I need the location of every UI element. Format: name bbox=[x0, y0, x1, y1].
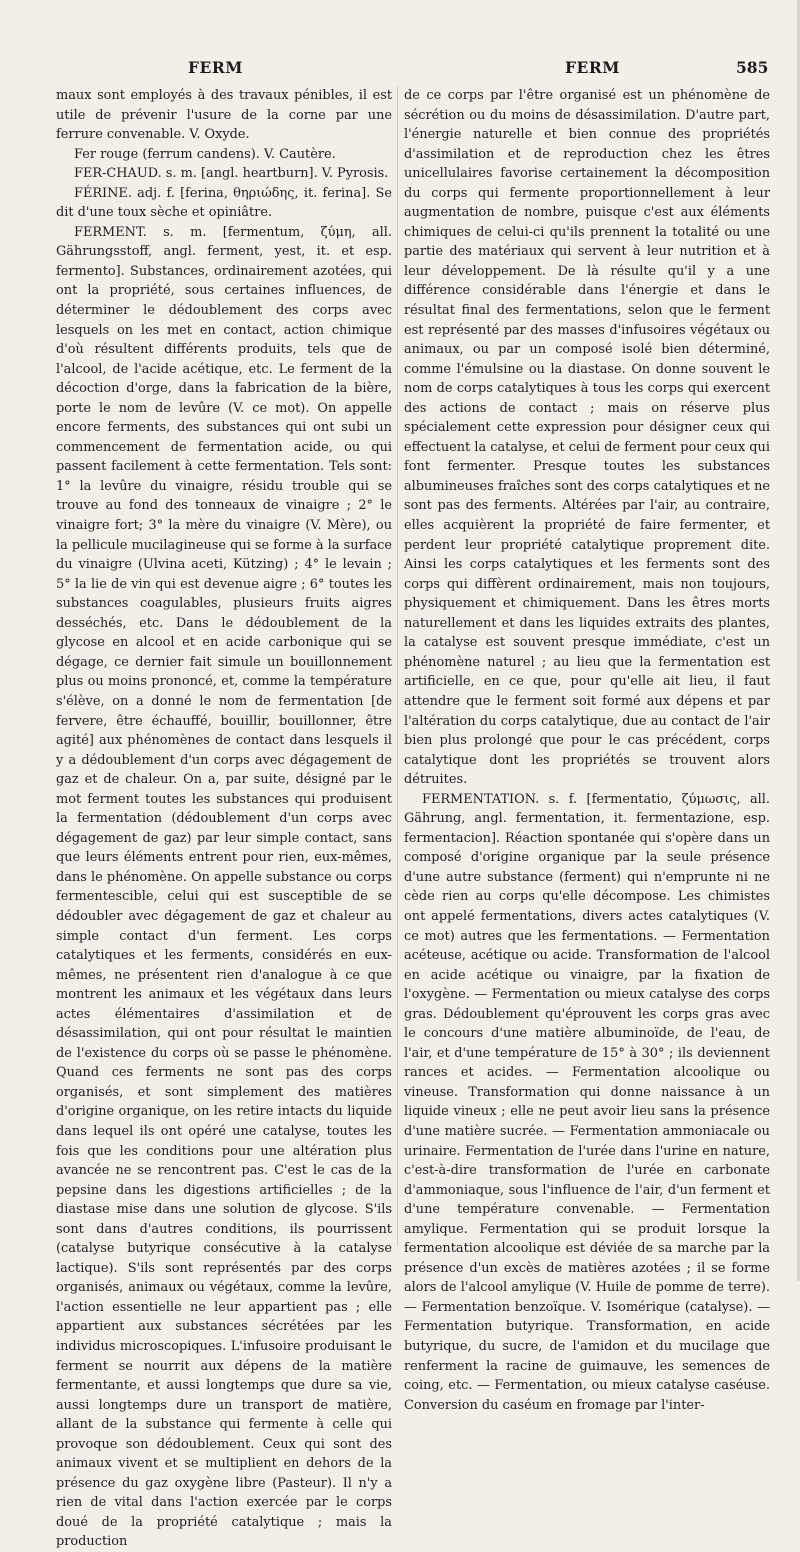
entry-paragraph: FER-CHAUD. s. m. [angl. heartburn]. V. Pyrosis. bbox=[74, 166, 389, 182]
entry-paragraph: de ce corps par l'être organisé est un phénomène de sécrétion ou du moins de désassimilation. D'autre part, l'énergie naturelle et bien connue des propriétés d'assimilation et de reproduction chez les êtres unicellulaires favorise certainement la décomposition du corps qui fermente proportionnellement à leur augmentation de nombre, puisque c'est aux éléments chimiques de celui-ci qu'ils prennent la totalité ou une partie des matériaux qui servent à leur nutrition et à leur développement. De là résulte qu'il y a une différence considérable dans l'énergie et dans le résultat final des fermentations, selon que le ferment est représenté par des masses d'infusoires végétaux ou animaux, ou par un composé isolé bien déterminé, comme l'émulsine ou la diastase. On donne souvent le nom de corps catalytiques à tous les corps qui exercent des actions de contact ; mais on réserve plus spécialement cette expression pour désigner ceux qui effectuent la catalyse, et celui de ferment pour ceux qui font fermenter. Presque toutes les substances albumineuses fraîches sont des corps catalytiques et ne sont pas des ferments. Altérées par l'air, au contraire, elles acquièrent la propriété de faire fermenter, et perdent leur propriété catalytique proprement dite. Ainsi les corps catalytiques et les ferments sont des corps qui diffèrent ordinairement, mais non toujours, physiquement et chimiquement. Dans les êtres morts naturellement et dans les liquides extraits des plantes, la catalyse est souvent presque immédiate, c'est un phénomène naturel ; au lieu que la fermentation est artificielle, en ce que, pour qu'elle ait lieu, il faut attendre que le ferment soit formé aux dépens et par l'altération du corps catalytique, due au contact de l'air bien plus prolongé que pour le cas précédent, corps catalytique dont les propriétés se trouvent alors détruites. bbox=[404, 88, 770, 788]
entry-paragraph: Fer rouge (ferrum candens). V. Cautère. bbox=[74, 146, 336, 162]
header-right-word: FERM bbox=[565, 58, 620, 77]
entry-paragraph: FERMENTATION. s. f. [fermentatio, ζύμωσις, all. Gährung, angl. fermentation, it. fermentazione, esp. fermentacion]. Réaction spontanée qui s'opère dans un composé d'origine organique par la seule présence d'une autre substance (ferment) qui n'emprunte ni ne cède rien au corps qu'elle décompose. Les chimistes ont appelé fermentations, divers actes catalytiques (V. ce mot) autres que les fermentations. — Fermentation acéteuse, acétique ou acide. Transformation de l'alcool en acide acétique ou vinaigre, par la fixation de l'oxygène. — Fermentation ou mieux catalyse des corps gras. Dédoublement qu'éprouvent les corps gras avec le concours d'une matière albuminoïde, de l'eau, de l'air, et d'une température de 15° à 30° ; ils deviennent rances et acides. — Fermentation alcoolique ou vineuse. Transformation qui donne naissance à un liquide vineux ; elle ne peut avoir lieu sans la présence d'une matière sucrée. — Fermentation ammoniacale ou urinaire. Fermentation de l'urée dans l'urine en nature, c'est-à-dire transformation de l'urée en carbonate d'ammoniaque, sous l'influence de l'air, d'un ferment et d'une température convenable. — Fermentation amylique. Fermentation qui se produit lorsque la fermentation alcoolique est déviée de sa marche par la présence d'un excès de matières azotées ; il se forme alors de l'alcool amylique (V. Huile de pomme de terre). — Fermentation benzoïque. V. Isomérique (catalyse). — Fermentation butyrique. Transformation, en acide butyrique, du sucre, de l'amidon et du mucilage que renferment la racine de guimauve, les semences de coing, etc. — Fermentation, ou mieux catalyse caséuse. Conversion du caséum en fromage par l'inter- bbox=[404, 791, 770, 1413]
left-column bbox=[56, 86, 392, 1550]
entry-paragraph: FERMENT. s. m. [fermentum, ζύμη, all. Gährungsstoff, angl. ferment, yest, it. et esp. fermento]. Substances, ordinairement azotées, qui ont la propriété, sous certaines influences, de déterminer le dédoublement des corps avec lesquels on les met en contact, action chimique d'où résultent différents produits, tels que de l'alcool, de l'acide acétique, etc. Le ferment de la décoction d'orge, dans la fabrication de la bière, porte le nom de levûre (V. ce mot). On appelle encore ferments, des substances qui ont subi un commencement de fermentation acide, ou qui passent facilement à cette fermentation. Tels sont: 1° la levûre du vinaigre, résidu trouble qui se trouve au fond des tonneaux de vinaigre ; 2° le vinaigre fort; 3° la mère du vinaigre (V. Mère), ou la pellicule mucilagineuse qui se forme à la surface du vinaigre (Ulvina aceti, Kützing) ; 4° le levain ; 5° la lie de vin qui est devenue aigre ; 6° toutes les substances coagulables, plusieurs fruits aigres desséchés, etc. Dans le dédoublement de la glycose en alcool et en acide carbonique qui se dégage, ce dernier fait simule un bouillonnement plus ou moins prononcé, et, comme la température s'élève, on a donné le nom de fermentation [de fervere, être échauffé, bouillir, bouillonner, être agité] aux phénomènes de contact dans lesquels il y a dédoublement d'un corps avec dégagement de gaz et de chaleur. On a, par suite, désigné par le mot ferment toutes les substances qui produisent la fermentation (dédoublement d'un corps avec dégagement de gaz) par leur simple contact, sans que leurs éléments entrent pour rien, eux-mêmes, dans le phénomène. On appelle substance ou corps fermentescible, celui qui est susceptible de se dédoubler avec dégagement de gaz et chaleur au simple contact d'un ferment. Les corps catalytiques et les ferments, considérés en eux-mêmes, ne présentent rien d'analogue à ce que montrent les animaux et les végétaux dans leurs actes élémentaires d'assimilation et de désassimilation, qui ont pour résultat le maintien de l'existence du corps où se passe le phénomène. Quand ces ferments ne sont pas des corps organisés, et sont simplement des matières d'origine organique, on les retire intacts du liquide dans lequel ils ont opéré une catalyse, toutes les fois que les conditions pour une altération plus avancée ne se rencontrent pas. C'est le cas de la pepsine dans les digestions artificielles ; de la diastase mise dans une solution de glycose. S'ils sont dans d'autres conditions, ils pourrissent (catalyse butyrique consécutive à la catalyse lactique). S'ils sont représentés par des corps organisés, animaux ou végétaux, comme la levûre, l'action essentielle ne leur appartient pas ; elle appartient aux substances sécrétées par les individus microscopiques. L'infusoire produisant le ferment se nourrit aux dépens de la matière fermentante, et aussi longtemps que dure sa vie, aussi longtemps dure un transport de matière, allant de la substance qui fermente à celle qui provoque son dédoublement. Ceux qui sont des animaux vivent et se multiplient en dehors de la présence du gaz oxygène libre (Pasteur). Il n'y a rien de vital dans l'action exercée par le corps doué de la propriété catalytique ; mais la production bbox=[56, 224, 392, 1550]
page-number: 585 bbox=[736, 58, 769, 77]
running-header bbox=[0, 58, 800, 80]
column-divider bbox=[397, 86, 398, 1246]
header-left-word: FERM bbox=[188, 58, 243, 77]
right-column bbox=[404, 86, 770, 1413]
entry-paragraph: maux sont employés à des travaux pénibles, il est utile de prévenir l'usure de la corne par une ferrure convenable. V. Oxyde. bbox=[56, 88, 392, 143]
entry-paragraph: FÉRINE. adj. f. [ferina, θηριώδης, it. ferina]. Se dit d'une toux sèche et opiniâtre. bbox=[56, 185, 392, 221]
